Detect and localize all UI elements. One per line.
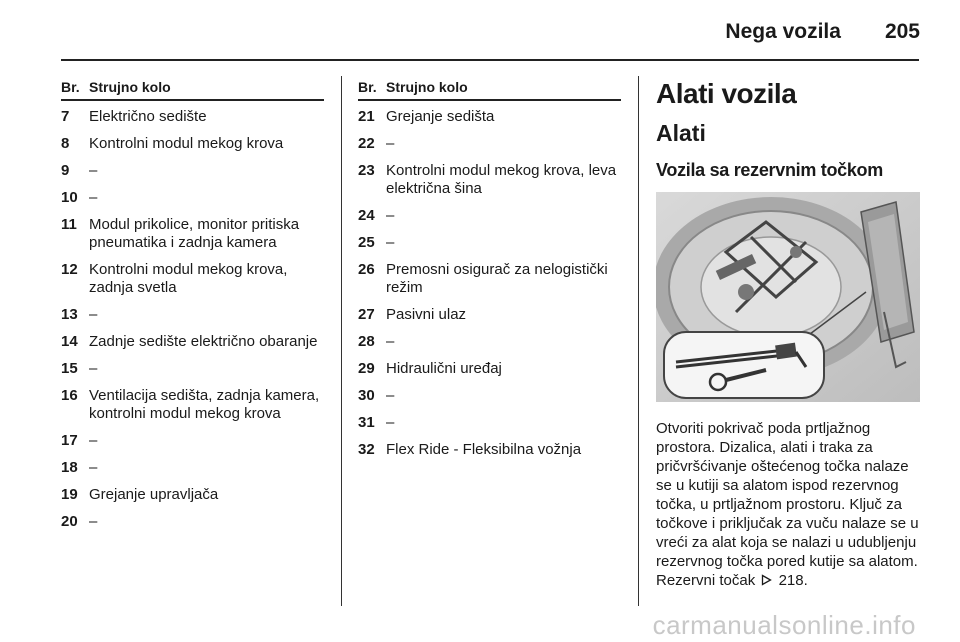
cross-reference[interactable] xyxy=(656,572,808,589)
circuit-description: – xyxy=(89,432,98,449)
fuse-table-left xyxy=(61,79,324,533)
subsection-heading: Alati xyxy=(656,120,706,146)
fuse-number: 18 xyxy=(61,459,78,476)
circuit-description: – xyxy=(386,387,395,404)
circuit-description: Modul prikolice, monitor pritiska pneumatika i zadnja kamera xyxy=(89,216,300,251)
circuit-description: – xyxy=(386,333,395,350)
page-number: 205 xyxy=(884,20,920,43)
fuse-number: 27 xyxy=(358,306,375,323)
fuse-number: 14 xyxy=(61,333,78,350)
table-row xyxy=(61,326,324,353)
table-row xyxy=(61,209,324,254)
table-row xyxy=(358,299,621,326)
fuse-number: 24 xyxy=(358,207,375,224)
circuit-description: – xyxy=(386,207,395,224)
table-row xyxy=(61,101,324,128)
table-row xyxy=(358,200,621,227)
circuit-description: – xyxy=(89,162,98,179)
table-body xyxy=(358,101,621,461)
table-row xyxy=(61,452,324,479)
circuit-description: Električno sedište xyxy=(89,108,207,125)
circuit-description: Kontrolni modul mekog krova xyxy=(89,135,284,152)
table-row xyxy=(61,299,324,326)
table-row xyxy=(61,506,324,533)
fuse-number: 26 xyxy=(358,261,375,278)
fuse-number: 31 xyxy=(358,414,375,431)
table-header xyxy=(61,79,324,101)
page-title: Nega vozila xyxy=(725,20,841,43)
col-no-header: Br. xyxy=(358,79,377,95)
watermark: carmanualsonline.info xyxy=(652,610,916,640)
fuse-number: 25 xyxy=(358,234,375,251)
tools-description xyxy=(656,419,920,590)
fuse-number: 7 xyxy=(61,108,70,125)
circuit-description: Zadnje sedište električno obaranje xyxy=(89,333,318,350)
fuse-number: 12 xyxy=(61,261,78,278)
circuit-description: Kontrolni modul mekog krova, zadnja svetla xyxy=(89,261,288,296)
section-heading: Alati vozila xyxy=(656,78,797,109)
fuse-number: 10 xyxy=(61,189,78,206)
table-row xyxy=(358,353,621,380)
circuit-description: Grejanje sedišta xyxy=(386,108,495,125)
circuit-description: – xyxy=(89,360,98,377)
col-no-header: Br. xyxy=(61,79,80,95)
fuse-number: 21 xyxy=(358,108,375,125)
circuit-description: Pasivni ulaz xyxy=(386,306,467,323)
fuse-number: 30 xyxy=(358,387,375,404)
spare-wheel-tools-illustration xyxy=(656,192,920,402)
circuit-description: Premosni osigurač za nelogistički režim xyxy=(386,261,608,296)
column-divider-1 xyxy=(341,76,342,606)
table-row xyxy=(358,128,621,155)
table-row xyxy=(358,254,621,299)
circuit-description: Flex Ride - Fleksibilna vožnja xyxy=(386,441,582,458)
fuse-number: 11 xyxy=(61,216,77,233)
table-row xyxy=(358,326,621,353)
fuse-number: 16 xyxy=(61,387,78,404)
circuit-description: Kontrolni modul mekog krova, leva električna šina xyxy=(386,162,617,197)
circuit-description: – xyxy=(89,306,98,323)
fuse-number: 32 xyxy=(358,441,375,458)
col-circuit-header: Strujno kolo xyxy=(89,79,171,95)
table-row xyxy=(358,155,621,200)
fuse-number: 13 xyxy=(61,306,78,323)
table-row xyxy=(61,128,324,155)
table-header xyxy=(358,79,621,101)
circuit-description: – xyxy=(89,459,98,476)
fuse-number: 23 xyxy=(358,162,375,179)
circuit-description: – xyxy=(386,135,395,152)
circuit-description: Ventilacija sedišta, zadnja kamera, kontrolni modul mekog krova xyxy=(89,387,320,422)
header-rule xyxy=(61,59,919,61)
fuse-number: 22 xyxy=(358,135,375,152)
col-circuit-header: Strujno kolo xyxy=(386,79,468,95)
reference-text: Rezervni točak xyxy=(656,572,756,589)
table-row xyxy=(61,479,324,506)
fuse-number: 20 xyxy=(61,513,78,530)
table-row xyxy=(358,407,621,434)
column-divider-2 xyxy=(638,76,639,606)
fuse-number: 15 xyxy=(61,360,78,377)
fuse-number: 29 xyxy=(358,360,375,377)
table-row xyxy=(358,434,621,461)
fuse-number: 9 xyxy=(61,162,70,179)
reference-page: 218. xyxy=(778,572,808,589)
fuse-number: 28 xyxy=(358,333,375,350)
table-row xyxy=(61,254,324,299)
fuse-number: 19 xyxy=(61,486,78,503)
table-row xyxy=(358,101,621,128)
triangle-right-icon xyxy=(761,574,772,586)
table-row xyxy=(358,380,621,407)
tools-section xyxy=(656,79,920,590)
circuit-description: – xyxy=(386,414,395,431)
fuse-number: 17 xyxy=(61,432,78,449)
circuit-description: – xyxy=(89,189,98,206)
description-text: Otvoriti pokrivač poda prtljažnog prostora. Dizalica, alati i traka za pričvršćivanje oštećenog točka nalaze se u kutiji sa alatom ispod rezervnog točka, u prtljažnom prostoru. Ključ za točkove i priključak za vuču nalaze se u vreći za alat koja se nalazi u udubljenju rezervnog točka pored kutije sa alatom. xyxy=(656,420,919,570)
subsubsection-heading: Vozila sa rezervnim točkom xyxy=(656,160,883,180)
table-row xyxy=(61,425,324,452)
circuit-description: – xyxy=(89,513,98,530)
table-row xyxy=(61,155,324,182)
table-body xyxy=(61,101,324,533)
fuse-table-right xyxy=(358,79,621,461)
table-row xyxy=(61,182,324,209)
table-row xyxy=(358,227,621,254)
fuse-number: 8 xyxy=(61,135,70,152)
circuit-description: Grejanje upravljača xyxy=(89,486,219,503)
table-row xyxy=(61,380,324,425)
table-row xyxy=(61,353,324,380)
page-header xyxy=(725,12,920,52)
circuit-description: – xyxy=(386,234,395,251)
circuit-description: Hidraulični uređaj xyxy=(386,360,502,377)
